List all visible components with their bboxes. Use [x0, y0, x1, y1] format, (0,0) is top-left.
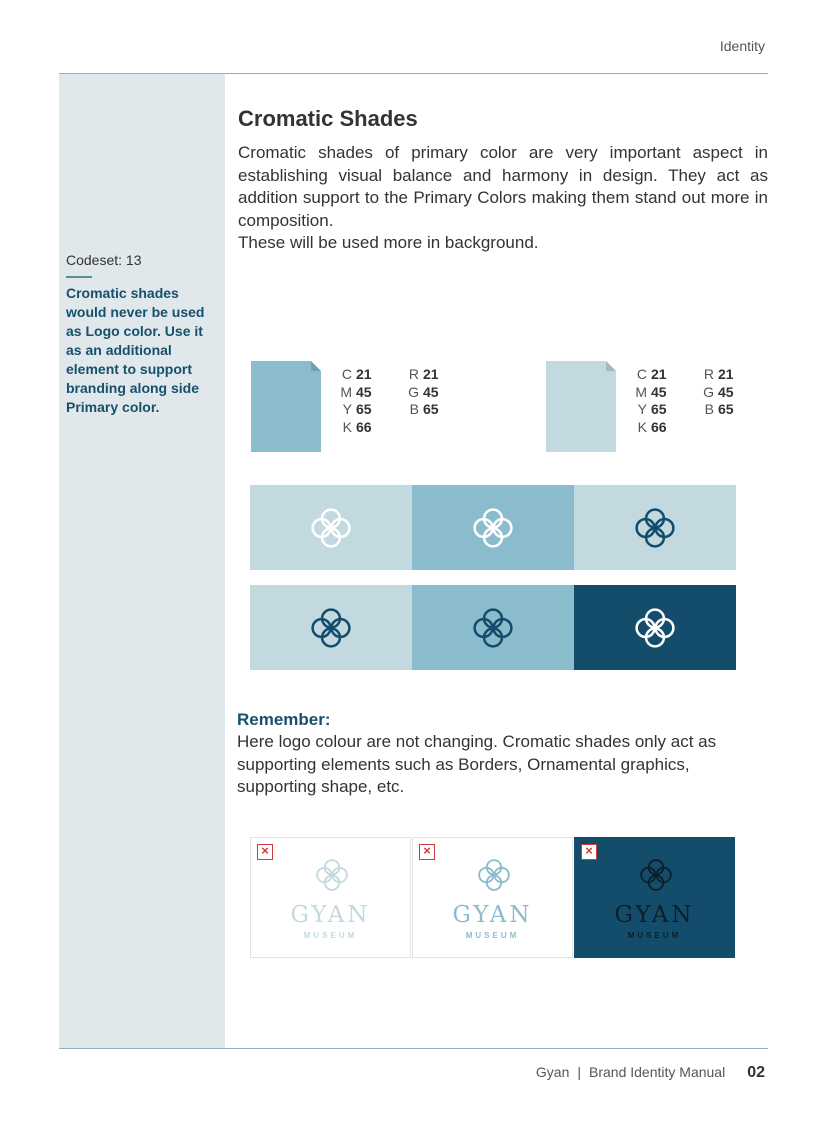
channel-label: R: [408, 366, 419, 382]
logo-wordmark: GYAN: [290, 902, 371, 928]
channel-label: Y: [342, 401, 352, 417]
flower-logo-icon: [472, 607, 514, 649]
logo-mark: [639, 858, 673, 897]
remember-heading: Remember:: [237, 710, 331, 729]
channel-label: B: [409, 401, 419, 417]
channel-value: 45: [651, 383, 667, 400]
flower-logo-icon: [310, 507, 352, 549]
logo-subtitle: MUSEUM: [465, 931, 520, 940]
page-title: Cromatic Shades: [238, 106, 418, 131]
flower-logo-icon: [315, 858, 349, 892]
rgb-row: [397, 366, 463, 384]
intro-text: [238, 142, 768, 255]
cmyk-values: [625, 366, 691, 436]
flower-logo-icon: [472, 507, 514, 549]
channel-value: 66: [651, 418, 667, 435]
rgb-row: [397, 384, 463, 402]
channel-label: M: [635, 383, 647, 400]
channel-value: 65: [356, 401, 372, 417]
intro-paragraph: Cromatic shades of primary color are very important aspect in establishing visual balance and harmony in design. They act as addition support to the Primary Colors making them stand out more in composition.: [238, 143, 768, 230]
channel-label: G: [703, 383, 714, 400]
shade-tile: [574, 585, 736, 670]
channel-label: C: [636, 366, 647, 382]
intro-paragraph-2: These will be used more in background.: [238, 233, 539, 252]
color-swatch: [251, 361, 321, 452]
remember-body: Here logo colour are not changing. Cromatic shades only act as supporting elements such as Borders, Ornamental graphics, supporting shape, etc.: [237, 732, 717, 796]
cmyk-row: [625, 384, 691, 402]
channel-label: K: [637, 418, 647, 435]
wrong-mark-icon: ×: [419, 844, 435, 860]
sidebar-note: Cromatic shades would never be used as Logo color. Use it as an additional element to support branding along side Primary color.: [66, 285, 205, 415]
shade-tile: [412, 485, 574, 570]
cmyk-values: [330, 366, 396, 436]
flower-logo-icon: [634, 607, 676, 649]
logo-mark: [477, 858, 511, 897]
shade-tile: [412, 585, 574, 670]
codeset-underline: [66, 276, 92, 278]
rgb-values: [397, 366, 463, 419]
cmyk-row: [330, 366, 396, 384]
logo-example-card: [412, 837, 573, 958]
bottom-divider: [59, 1048, 768, 1049]
rgb-row: [692, 401, 758, 419]
channel-label: G: [408, 383, 419, 400]
footer-manual-title: Brand Identity Manual: [589, 1064, 726, 1080]
channel-label: C: [341, 366, 352, 382]
cmyk-row: [330, 401, 396, 419]
rgb-row: [692, 366, 758, 384]
channel-label: K: [342, 418, 352, 435]
channel-value: 21: [423, 366, 439, 382]
channel-value: 45: [356, 383, 372, 400]
wrong-mark-icon: ×: [257, 844, 273, 860]
logo-subtitle: MUSEUM: [303, 931, 358, 940]
channel-value: 45: [423, 383, 439, 400]
channel-value: 65: [718, 401, 734, 417]
rgb-values: [692, 366, 758, 419]
shade-tile: [250, 585, 412, 670]
logo-wordmark: GYAN: [452, 902, 533, 928]
swatch-fold-shade: [311, 361, 321, 371]
channel-value: 21: [718, 366, 734, 382]
rgb-row: [692, 384, 758, 402]
channel-label: M: [340, 383, 352, 400]
cmyk-row: [625, 419, 691, 437]
cmyk-row: [625, 366, 691, 384]
shade-tile: [574, 485, 736, 570]
channel-label: Y: [637, 401, 647, 417]
channel-value: 21: [356, 366, 372, 382]
logo-example-card: [250, 837, 411, 958]
page-number: 02: [747, 1064, 765, 1081]
channel-value: 21: [651, 366, 667, 382]
channel-value: 65: [423, 401, 439, 417]
shade-tile: [250, 485, 412, 570]
logo-subtitle: MUSEUM: [627, 931, 682, 940]
flower-logo-icon: [634, 507, 676, 549]
channel-label: R: [703, 366, 714, 382]
rgb-row: [397, 401, 463, 419]
footer: [536, 1064, 765, 1082]
channel-value: 66: [356, 418, 372, 435]
channel-value: 45: [718, 383, 734, 400]
footer-brand: Gyan: [535, 1064, 570, 1080]
logo-mark: [315, 858, 349, 897]
channel-value: 65: [651, 401, 667, 417]
cmyk-row: [330, 419, 396, 437]
channel-label: B: [704, 401, 714, 417]
wrong-mark-icon: ×: [581, 844, 597, 860]
swatch-fold-shade: [606, 361, 616, 371]
codeset-label: Codeset: 13: [66, 252, 142, 268]
flower-logo-icon: [477, 858, 511, 892]
color-swatch: [546, 361, 616, 452]
flower-logo-icon: [639, 858, 673, 892]
footer-separator: |: [577, 1064, 581, 1080]
logo-wordmark: GYAN: [614, 902, 695, 928]
sidebar: [59, 74, 225, 1048]
cmyk-row: [330, 384, 396, 402]
logo-example-card: [574, 837, 735, 958]
cmyk-row: [625, 401, 691, 419]
section-label: Identity: [719, 38, 765, 54]
flower-logo-icon: [310, 607, 352, 649]
